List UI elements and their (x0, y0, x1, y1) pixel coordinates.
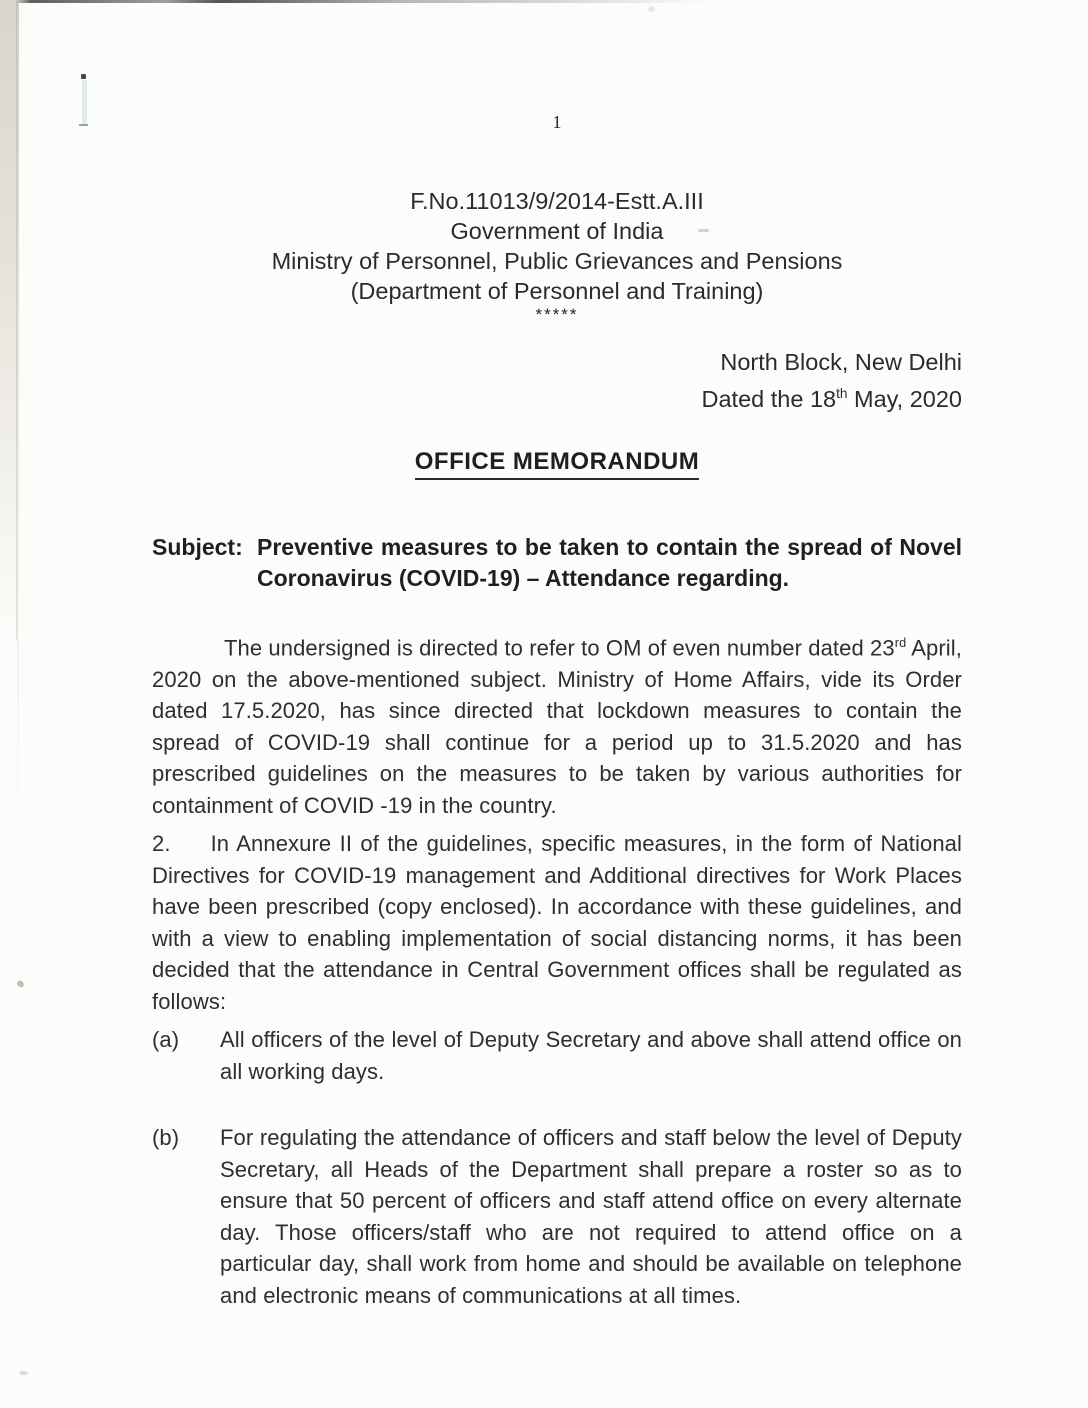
date-text-suffix: May, 2020 (847, 385, 962, 412)
scan-artifact-speck (648, 6, 655, 12)
subject-label: Subject: (152, 534, 243, 560)
paragraph-2-number: 2. (152, 831, 171, 856)
scan-artifact-speck (19, 1371, 28, 1375)
list-item-b-label: (b) (152, 1125, 180, 1150)
department-line: (Department of Personnel and Training) (350, 278, 764, 304)
subject-text: Preventive measures to be taken to contain the spread of Novel Coronavirus (COVID-19) – Attendance regarding. (257, 534, 962, 591)
date-text: Dated the 18 (701, 385, 837, 412)
scan-artifact-mark-bar (82, 80, 87, 124)
memo-title: OFFICE MEMORANDUM (415, 448, 699, 480)
list-item-a-text: All officers of the level of Deputy Secretary and above shall attend office on all working days. (220, 1027, 962, 1084)
ministry-line: Ministry of Personnel, Public Grievances and Pensions (271, 248, 843, 274)
scan-artifact-mark-dash (79, 124, 88, 126)
paragraph-2 (152, 828, 962, 1017)
date-ordinal-superscript: th (836, 386, 848, 401)
dateline (152, 346, 962, 415)
letterhead (152, 186, 962, 324)
scan-artifact-page-edge-line (17, 3, 19, 873)
list-item-a-label: (a) (152, 1027, 180, 1052)
subject-block (152, 532, 962, 594)
paragraph-2-text: In Annexure II of the guidelines, specific measures, in the form of National Directives for COVID-19 management and Additional directives for Work Places have been prescribed (copy enclosed). In accordance with these guidelines, and with a view to enabling implementation of social distancing norms, it has been decided that the attendance in Central Government offices shall be regulated as follows: (152, 831, 962, 1014)
memo-title-wrap (152, 448, 962, 480)
page-number: 1 (552, 112, 562, 132)
list-item-b-text: For regulating the attendance of officers and staff below the level of Deputy Secretary, all Heads of the Department shall prepare a roster so as to ensure that 50 percent of officers and staff attend office on every alternate day. Those officers/staff who are not required to attend office on a particular day, shall work from home and should be available on telephone and electronic means of communications at all times. (220, 1125, 962, 1308)
date-line (152, 378, 962, 415)
scan-artifact-top-edge (10, 0, 710, 3)
scan-artifact-mark-dot (81, 74, 86, 79)
scan-artifact-left-edge (0, 0, 17, 640)
place-line: North Block, New Delhi (720, 349, 962, 375)
list-item-a (152, 1024, 962, 1087)
paragraph-1 (152, 627, 962, 821)
asterisk-separator: ***** (535, 305, 579, 324)
paragraph-1-text-continued: April, 2020 on the above-mentioned subject. Ministry of Home Affairs, vide its Order dated 17.5.2020, has since directed that lockdown measures to contain the spread of COVID-19 shall continue for a period up to 31.5.2020 and has prescribed guidelines on the measures to be taken by various authorities for containment of COVID -19 in the country. (152, 635, 962, 818)
list-item-b (152, 1122, 962, 1311)
paragraph-1-ordinal-superscript: rd (894, 635, 907, 650)
scan-artifact-speck (16, 980, 25, 989)
government-line: Government of India (450, 218, 664, 244)
file-number: F.No.11013/9/2014-Estt.A.III (410, 188, 704, 214)
paragraph-1-text: The undersigned is directed to refer to OM of even number dated 23 (224, 635, 895, 661)
